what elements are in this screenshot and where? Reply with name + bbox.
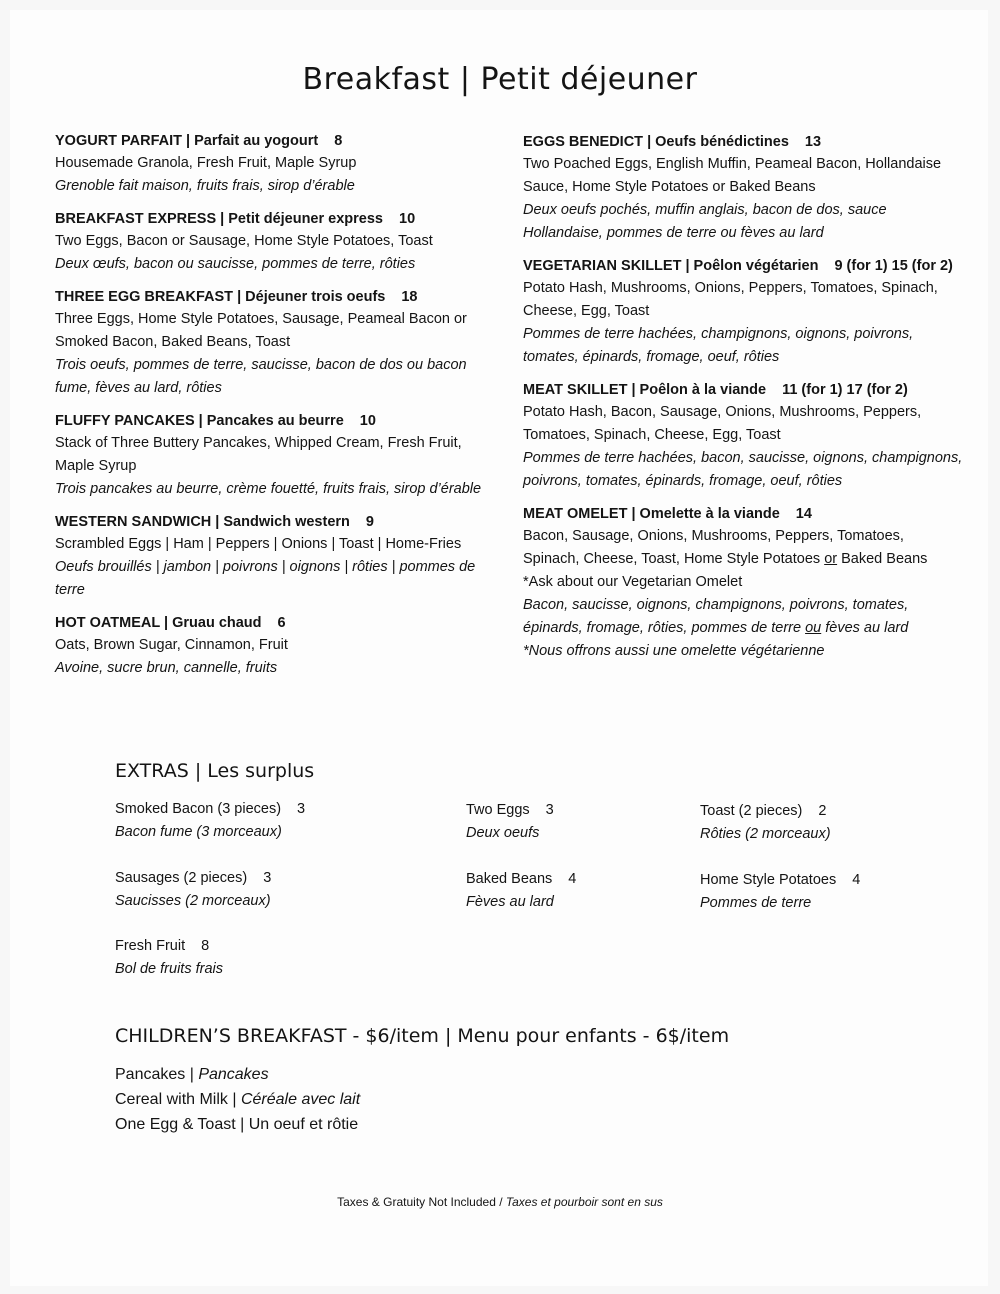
extra-toast bbox=[700, 800, 831, 846]
kids-item-fr: Céréale avec lait bbox=[240, 1091, 361, 1108]
item-description-en: Housemade Granola, Fresh Fruit, Maple Syrup bbox=[55, 155, 357, 171]
extra-name: Sausages (2 pieces) bbox=[115, 870, 248, 886]
item-name: BREAKFAST EXPRESS | Petit déjeuner express bbox=[55, 211, 383, 227]
extra-name-fr: Saucisses (2 morceaux) bbox=[115, 893, 271, 909]
extra-name-fr: Fèves au lard bbox=[466, 894, 554, 910]
extra-name-fr: Bol de fruits frais bbox=[115, 961, 223, 977]
item-price: 13 bbox=[804, 134, 822, 150]
footer-note bbox=[0, 1191, 1000, 1214]
item-description-fr: Deux œufs, bacon ou saucisse, pommes de terre, rôties bbox=[55, 256, 416, 272]
extra-price: 8 bbox=[201, 938, 210, 954]
kids-item-en: Pancakes bbox=[115, 1066, 186, 1083]
item-description-en: Three Eggs, Home Style Potatoes, Sausage, Peameal Bacon or Smoked Bacon, Baked Beans, Toast bbox=[55, 311, 467, 350]
extra-name: Smoked Bacon (3 pieces) bbox=[115, 801, 282, 817]
item-description-en bbox=[523, 525, 963, 571]
extra-price: 4 bbox=[852, 872, 861, 888]
description-part: Bacon, saucisse, oignons, champignons, poivrons, tomates, épinards, fromage, rôties, pommes de terre bbox=[523, 597, 909, 636]
item-description-en: Scrambled Eggs | Ham | Peppers | Onions | Toast | Home-Fries bbox=[55, 536, 462, 552]
menu-item-eggs-benedict bbox=[523, 131, 963, 245]
description-or: or bbox=[824, 551, 838, 567]
extra-two-eggs bbox=[466, 799, 554, 845]
item-description-en: Two Eggs, Bacon or Sausage, Home Style Potatoes, Toast bbox=[55, 233, 433, 249]
item-price: 9 (for 1) 15 (for 2) bbox=[834, 258, 953, 274]
item-price: 11 (for 1) 17 (for 2) bbox=[782, 382, 908, 398]
menu-item-western-sandwich bbox=[55, 511, 485, 602]
footer-fr: Taxes et pourboir sont en sus bbox=[505, 1195, 663, 1209]
item-price: 10 bbox=[399, 211, 416, 227]
item-name: WESTERN SANDWICH | Sandwich western bbox=[55, 514, 350, 530]
item-description-fr bbox=[523, 594, 963, 640]
item-description-fr: Pommes de terre hachées, bacon, saucisse, oignons, champignons, poivrons, tomates, épinards, fromage, oeuf, rôties bbox=[523, 450, 963, 489]
item-price: 10 bbox=[359, 413, 376, 429]
item-price: 8 bbox=[334, 133, 343, 149]
item-price: 9 bbox=[365, 514, 374, 530]
item-description-fr: Deux oeufs pochés, muffin anglais, bacon de dos, sauce Hollandaise, pommes de terre ou fèves au lard bbox=[523, 202, 887, 241]
extra-name: Toast (2 pieces) bbox=[700, 803, 803, 819]
item-description-fr: Trois pancakes au beurre, crème fouetté, fruits frais, sirop d’érable bbox=[55, 481, 482, 497]
item-description-fr: Avoine, sucre brun, cannelle, fruits bbox=[55, 660, 278, 676]
item-name: VEGETARIAN SKILLET | Poêlon végétarien bbox=[523, 258, 819, 274]
list-item: Pancakes | Pancakes bbox=[115, 1066, 269, 1083]
item-description-en: Two Poached Eggs, English Muffin, Peameal Bacon, Hollandaise Sauce, Home Style Potatoes or Baked Beans bbox=[523, 156, 942, 195]
item-name: MEAT SKILLET | Poêlon à la viande bbox=[523, 382, 767, 398]
item-name: YOGURT PARFAIT | Parfait au yogourt bbox=[55, 133, 319, 149]
extra-name: Two Eggs bbox=[466, 802, 530, 818]
extra-price: 3 bbox=[263, 870, 272, 886]
kids-item-fr: Pancakes bbox=[198, 1066, 269, 1083]
page-title: Breakfast | Petit déjeuner bbox=[302, 62, 698, 97]
extra-price: 2 bbox=[818, 803, 827, 819]
item-name: MEAT OMELET | Omelette à la viande bbox=[523, 506, 780, 522]
childrens-breakfast-heading: CHILDREN’S BREAKFAST - $6/item | Menu pour enfants - 6$/item bbox=[115, 1025, 730, 1047]
description-part: Baked Beans bbox=[841, 551, 928, 567]
description-part: fèves au lard bbox=[825, 620, 909, 636]
extra-name: Baked Beans bbox=[466, 871, 553, 887]
left-column bbox=[55, 130, 485, 690]
item-description-fr: Grenoble fait maison, fruits frais, sirop d’érable bbox=[55, 178, 355, 194]
item-description-en: Potato Hash, Mushrooms, Onions, Peppers, Tomatoes, Spinach, Cheese, Egg, Toast bbox=[523, 280, 938, 319]
menu-item-meat-skillet bbox=[523, 379, 963, 493]
kids-item-en: Cereal with Milk bbox=[115, 1091, 228, 1108]
extra-name: Home Style Potatoes bbox=[700, 872, 837, 888]
extra-home-style-potatoes bbox=[700, 869, 860, 915]
kids-item-fr: Un oeuf et rôtie bbox=[248, 1116, 359, 1133]
menu-item-hot-oatmeal bbox=[55, 612, 485, 680]
item-note-en: *Ask about our Vegetarian Omelet bbox=[523, 574, 743, 590]
extras-heading: EXTRAS | Les surplus bbox=[115, 760, 315, 782]
right-column bbox=[523, 131, 963, 673]
description-ou: ou bbox=[805, 620, 822, 636]
extra-baked-beans bbox=[466, 868, 576, 914]
item-description-en: Oats, Brown Sugar, Cinnamon, Fruit bbox=[55, 637, 288, 653]
extra-price: 3 bbox=[297, 801, 306, 817]
list-item: One Egg & Toast | Un oeuf et rôtie bbox=[115, 1116, 359, 1133]
menu-item-yogurt-parfait bbox=[55, 130, 485, 198]
item-description-en: Potato Hash, Bacon, Sausage, Onions, Mushrooms, Peppers, Tomatoes, Spinach, Cheese, Egg, Toast bbox=[523, 404, 922, 443]
item-price: 6 bbox=[277, 615, 286, 631]
menu-item-breakfast-express bbox=[55, 208, 485, 276]
menu-item-fluffy-pancakes bbox=[55, 410, 485, 501]
extra-smoked-bacon bbox=[115, 798, 305, 844]
item-note-fr: *Nous offrons aussi une omelette végétarienne bbox=[523, 643, 825, 659]
item-name: THREE EGG BREAKFAST | Déjeuner trois oeufs bbox=[55, 289, 386, 305]
item-description-fr: Oeufs brouillés | jambon | poivrons | oignons | rôties | pommes de terre bbox=[55, 559, 476, 598]
item-description-fr: Trois oeufs, pommes de terre, saucisse, bacon de dos ou bacon fume, fèves au lard, rôties bbox=[55, 357, 467, 396]
extra-name-fr: Pommes de terre bbox=[700, 895, 812, 911]
kids-item-en: One Egg & Toast bbox=[115, 1116, 236, 1133]
menu-item-three-egg-breakfast bbox=[55, 286, 485, 400]
extra-fresh-fruit bbox=[115, 935, 223, 981]
item-name: EGGS BENEDICT | Oeufs bénédictines bbox=[523, 134, 789, 150]
extra-price: 4 bbox=[568, 871, 577, 887]
menu-item-vegetarian-skillet bbox=[523, 255, 963, 369]
item-price: 14 bbox=[795, 506, 812, 522]
extra-name-fr: Deux oeufs bbox=[466, 825, 540, 841]
list-item: Cereal with Milk | Céréale avec lait bbox=[115, 1091, 361, 1108]
item-name: HOT OATMEAL | Gruau chaud bbox=[55, 615, 262, 631]
description-part: Bacon, Sausage, Onions, Mushrooms, Peppers, Tomatoes, Spinach, Cheese, Toast, Home Style Potatoes bbox=[523, 528, 904, 567]
item-price: 18 bbox=[401, 289, 418, 305]
extra-sausages bbox=[115, 867, 271, 913]
item-description-en: Stack of Three Buttery Pancakes, Whipped Cream, Fresh Fruit, Maple Syrup bbox=[55, 435, 462, 474]
item-name: FLUFFY PANCAKES | Pancakes au beurre bbox=[55, 413, 344, 429]
extra-name-fr: Bacon fume (3 morceaux) bbox=[115, 824, 282, 840]
menu-item-meat-omelet bbox=[523, 503, 963, 663]
item-description-fr: Pommes de terre hachées, champignons, oignons, poivrons, tomates, épinards, fromage, oeuf, rôties bbox=[523, 326, 914, 365]
extra-name-fr: Rôties (2 morceaux) bbox=[700, 826, 831, 842]
footer-en: Taxes & Gratuity Not Included / bbox=[337, 1195, 503, 1209]
childrens-menu-list bbox=[115, 1062, 360, 1137]
extra-name: Fresh Fruit bbox=[115, 938, 186, 954]
extra-price: 3 bbox=[545, 802, 554, 818]
